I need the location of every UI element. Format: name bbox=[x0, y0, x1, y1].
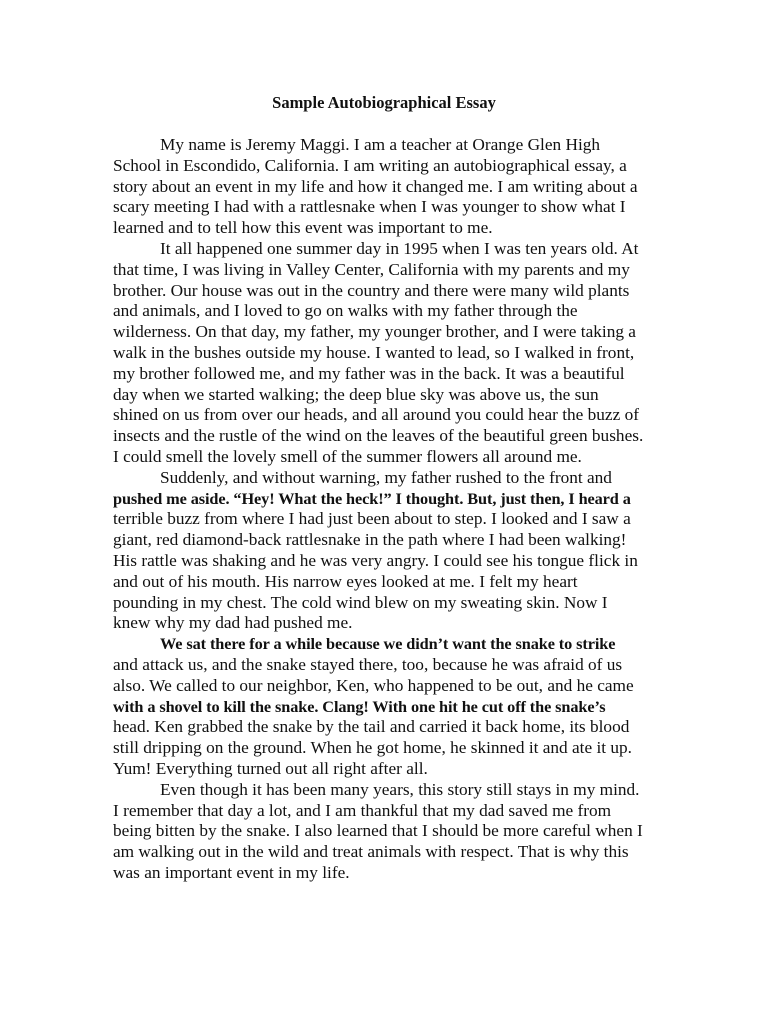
essay-line: pounding in my chest. The cold wind blew on my sweating skin. Now I bbox=[113, 592, 608, 612]
essay-line: giant, red diamond-back rattlesnake in the path where I had been walking! bbox=[113, 530, 627, 550]
essay-line: terrible buzz from where I had just been about to step. I looked and I saw a bbox=[113, 509, 631, 529]
essay-line: knew why my dad had pushed me. bbox=[113, 613, 353, 633]
essay-body bbox=[113, 135, 658, 884]
essay-paragraph bbox=[113, 780, 658, 884]
essay-paragraph bbox=[113, 468, 658, 634]
essay-line: walk in the bushes outside my house. I wanted to lead, so I walked in front, bbox=[113, 342, 635, 362]
essay-line: My name is Jeremy Maggi. I am a teacher at Orange Glen High bbox=[160, 135, 601, 154]
essay-paragraph bbox=[113, 634, 658, 780]
essay-line: am walking out in the wild and treat animals with respect. That is why this bbox=[113, 842, 629, 862]
essay-line: Suddenly, and without warning, my father rushed to the front and bbox=[160, 467, 612, 487]
essay-line: I could smell the lovely smell of the summer flowers all around me. bbox=[113, 446, 582, 466]
essay-line: also. We called to our neighbor, Ken, who happened to be out, and he came bbox=[113, 675, 634, 695]
essay-line: brother. Our house was out in the country and there were many wild plants bbox=[113, 280, 630, 300]
essay-line: and attack us, and the snake stayed there, too, because he was afraid of us bbox=[113, 654, 623, 674]
essay-line: It all happened one summer day in 1995 when I was ten years old. At bbox=[160, 238, 639, 258]
essay-line: that time, I was living in Valley Center, California with my parents and my bbox=[113, 259, 630, 279]
essay-line: was an important event in my life. bbox=[113, 862, 350, 882]
essay-line: I remember that day a lot, and I am thankful that my dad saved me from bbox=[113, 800, 612, 820]
essay-line: wilderness. On that day, my father, my younger brother, and I were taking a bbox=[113, 322, 636, 342]
document-title: Sample Autobiographical Essay bbox=[272, 93, 496, 112]
essay-line: His rattle was shaking and he was very angry. I could see his tongue flick in bbox=[113, 550, 638, 570]
essay-line: and animals, and I loved to go on walks with my father through the bbox=[113, 301, 578, 321]
essay-line: head. Ken grabbed the snake by the tail and carried it back home, its blood bbox=[113, 717, 630, 737]
essay-line: day when we started walking; the deep blue sky was above us, the sun bbox=[113, 384, 599, 404]
essay-line: pushed me aside. “Hey! What the heck!” I thought. But, just then, I heard a bbox=[113, 488, 631, 508]
essay-line: shined on us from over our heads, and all around you could hear the buzz of bbox=[113, 405, 639, 425]
essay-line: scary meeting I had with a rattlesnake when I was younger to show what I bbox=[113, 197, 626, 217]
essay-line: insects and the rustle of the wind on the leaves of the beautiful green bushes. bbox=[113, 426, 644, 446]
essay-paragraph bbox=[113, 135, 658, 239]
essay-line: being bitten by the snake. I also learned that I should be more careful when I bbox=[113, 821, 643, 841]
essay-line: my brother followed me, and my father was in the back. It was a beautiful bbox=[113, 363, 625, 383]
essay-line: and out of his mouth. His narrow eyes looked at me. I felt my heart bbox=[113, 571, 578, 591]
essay-line: still dripping on the ground. When he got home, he skinned it and ate it up. bbox=[113, 738, 632, 758]
essay-line: Even though it has been many years, this story still stays in my mind. bbox=[160, 779, 640, 799]
essay-line: We sat there for a while because we didn’t want the snake to strike bbox=[160, 634, 616, 654]
essay-paragraph bbox=[113, 239, 658, 468]
essay-line: School in Escondido, California. I am writing an autobiographical essay, a bbox=[113, 155, 627, 175]
essay-line: Yum! Everything turned out all right after all. bbox=[113, 758, 428, 778]
essay-line: learned and to tell how this event was important to me. bbox=[113, 218, 493, 238]
essay-line: story about an event in my life and how it changed me. I am writing about a bbox=[113, 176, 638, 196]
essay-line: with a shovel to kill the snake. Clang! With one hit he cut off the snake’s bbox=[113, 696, 606, 716]
